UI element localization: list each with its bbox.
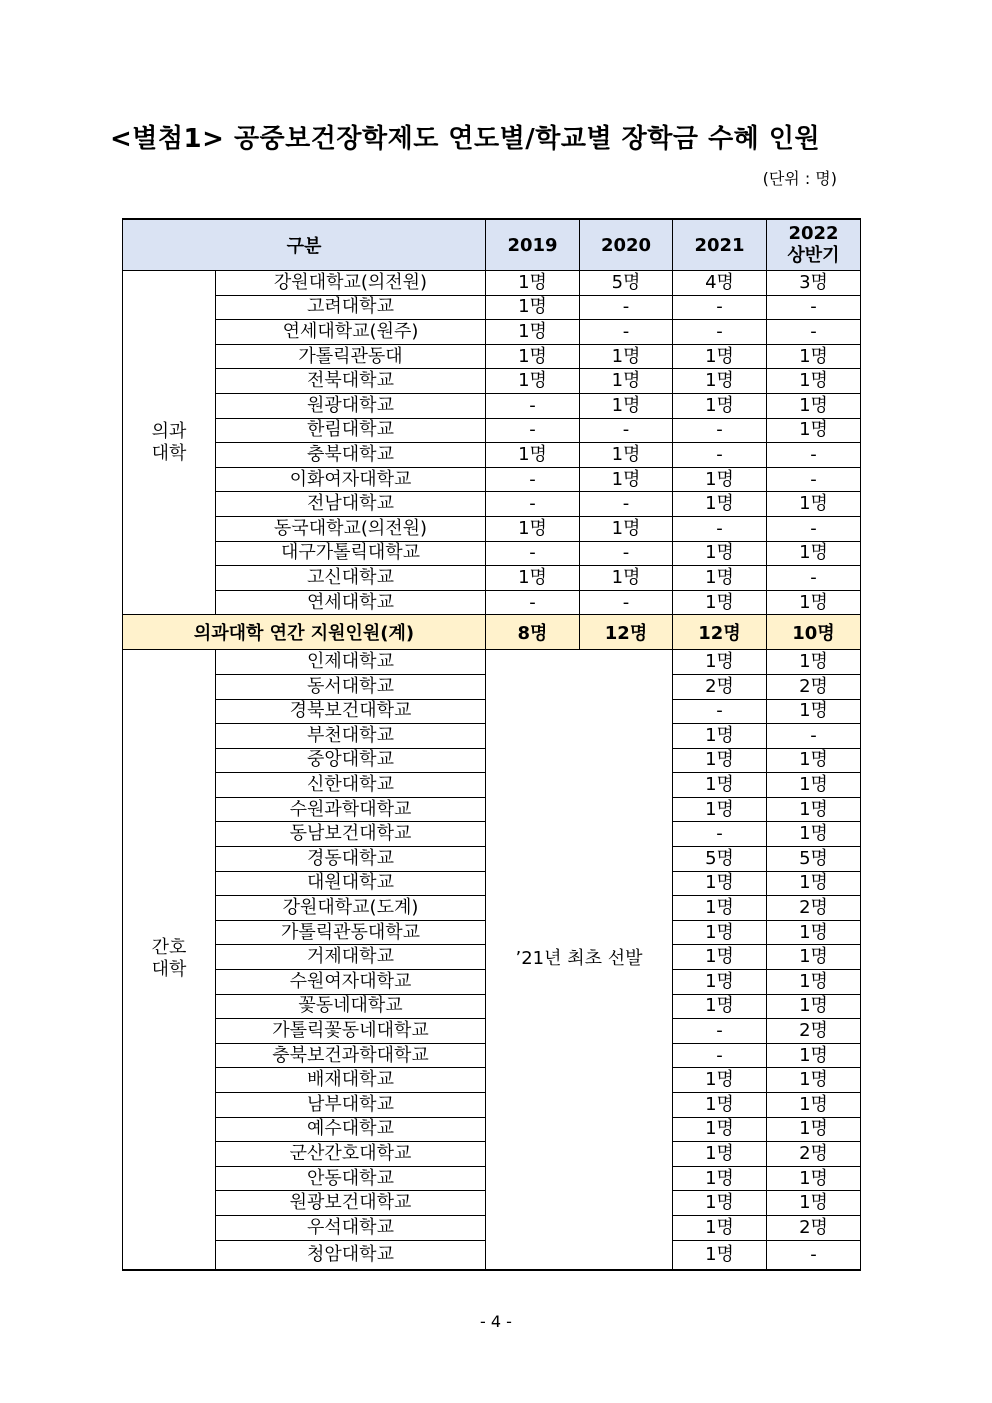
- value-y2022: 1명: [767, 797, 861, 822]
- school-name: 전남대학교: [216, 492, 486, 517]
- total-y2020: 12명: [580, 615, 673, 650]
- school-name: 수원여자대학교: [216, 970, 486, 995]
- value-y2021: -: [673, 1019, 767, 1044]
- value-y2020: 1명: [580, 393, 673, 418]
- value-y2022: 1명: [767, 418, 861, 443]
- value-y2021: 5명: [673, 847, 767, 872]
- value-y2019: 1명: [486, 344, 580, 369]
- school-name: 한림대학교: [216, 418, 486, 443]
- school-name: 동국대학교(의전원): [216, 516, 486, 541]
- value-y2022: 1명: [767, 1117, 861, 1142]
- value-y2022: 2명: [767, 896, 861, 921]
- value-y2022: 1명: [767, 492, 861, 517]
- value-y2019: 1명: [486, 369, 580, 394]
- value-y2022: 2명: [767, 674, 861, 699]
- school-name: 전북대학교: [216, 369, 486, 394]
- value-y2022: 1명: [767, 1166, 861, 1191]
- value-y2020: -: [580, 541, 673, 566]
- value-y2019: -: [486, 590, 580, 615]
- value-y2019: 1명: [486, 295, 580, 320]
- value-y2020: -: [580, 590, 673, 615]
- value-y2021: 1명: [673, 492, 767, 517]
- table-row: [123, 320, 861, 345]
- school-name: 가톨릭꽃동네대학교: [216, 1019, 486, 1044]
- page-title: <별첨1> 공중보건장학제도 연도별/학교별 장학금 수혜 인원: [110, 124, 821, 154]
- table-row: [123, 393, 861, 418]
- school-name: 이화여자대학교: [216, 467, 486, 492]
- value-y2021: 1명: [673, 590, 767, 615]
- value-y2021: 1명: [673, 1240, 767, 1270]
- value-y2021: 1명: [673, 1166, 767, 1191]
- table-body: [123, 219, 861, 1270]
- value-y2021: -: [673, 418, 767, 443]
- total-y2019: 8명: [486, 615, 580, 650]
- school-name: 고려대학교: [216, 295, 486, 320]
- school-name: 남부대학교: [216, 1093, 486, 1118]
- value-y2022: 1명: [767, 920, 861, 945]
- value-y2019: -: [486, 418, 580, 443]
- value-y2019: -: [486, 467, 580, 492]
- value-y2020: -: [580, 418, 673, 443]
- school-name: 인제대학교: [216, 650, 486, 675]
- value-y2022: 1명: [767, 699, 861, 724]
- value-y2021: 1명: [673, 1142, 767, 1167]
- value-y2022: 1명: [767, 369, 861, 394]
- value-y2022: -: [767, 566, 861, 591]
- school-name: 연세대학교: [216, 590, 486, 615]
- school-name: 동남보건대학교: [216, 822, 486, 847]
- school-name: 우석대학교: [216, 1215, 486, 1240]
- school-name: 연세대학교(원주): [216, 320, 486, 345]
- value-y2021: 1명: [673, 945, 767, 970]
- value-y2022: 2명: [767, 1215, 861, 1240]
- value-y2022: -: [767, 1240, 861, 1270]
- value-y2021: -: [673, 320, 767, 345]
- value-y2022: 1명: [767, 541, 861, 566]
- school-name: 청암대학교: [216, 1240, 486, 1270]
- header-2019: 2019: [486, 219, 580, 271]
- school-name: 꽃동네대학교: [216, 994, 486, 1019]
- table-row: [123, 541, 861, 566]
- school-name: 충북보건과학대학교: [216, 1043, 486, 1068]
- value-y2020: 1명: [580, 344, 673, 369]
- school-name: 군산간호대학교: [216, 1142, 486, 1167]
- value-y2019: 1명: [486, 271, 580, 296]
- value-y2020: 1명: [580, 369, 673, 394]
- value-y2020: 1명: [580, 516, 673, 541]
- school-name: 부천대학교: [216, 724, 486, 749]
- value-y2022: 1명: [767, 1068, 861, 1093]
- value-y2022: 3명: [767, 271, 861, 296]
- school-name: 안동대학교: [216, 1166, 486, 1191]
- value-y2021: 1명: [673, 970, 767, 995]
- value-y2020: -: [580, 320, 673, 345]
- value-y2022: -: [767, 516, 861, 541]
- school-name: 대원대학교: [216, 871, 486, 896]
- value-y2022: 1명: [767, 590, 861, 615]
- value-y2022: -: [767, 295, 861, 320]
- school-name: 원광대학교: [216, 393, 486, 418]
- value-y2022: -: [767, 724, 861, 749]
- value-y2020: -: [580, 492, 673, 517]
- value-y2021: 1명: [673, 748, 767, 773]
- value-y2022: 1명: [767, 650, 861, 675]
- value-y2019: -: [486, 492, 580, 517]
- school-name: 예수대학교: [216, 1117, 486, 1142]
- value-y2022: 1명: [767, 871, 861, 896]
- header-category: 구분: [123, 219, 486, 271]
- value-y2021: 1명: [673, 369, 767, 394]
- value-y2021: 1명: [673, 1191, 767, 1216]
- value-y2022: 1명: [767, 1093, 861, 1118]
- value-y2020: 1명: [580, 566, 673, 591]
- value-y2021: 1명: [673, 994, 767, 1019]
- table-row: [123, 516, 861, 541]
- table-row: [123, 492, 861, 517]
- school-name: 경북보건대학교: [216, 699, 486, 724]
- header-2022-text: 2022 상반기: [787, 223, 840, 266]
- table-row: [123, 295, 861, 320]
- value-y2021: 1명: [673, 566, 767, 591]
- value-y2021: 1명: [673, 1093, 767, 1118]
- table-row: [123, 566, 861, 591]
- school-name: 고신대학교: [216, 566, 486, 591]
- value-y2021: 1명: [673, 393, 767, 418]
- table-row: [123, 271, 861, 296]
- value-y2022: 1명: [767, 393, 861, 418]
- value-y2021: -: [673, 699, 767, 724]
- value-y2021: -: [673, 1043, 767, 1068]
- value-y2019: 1명: [486, 516, 580, 541]
- value-y2021: 1명: [673, 1117, 767, 1142]
- value-y2022: 1명: [767, 822, 861, 847]
- total-y2022: 10명: [767, 615, 861, 650]
- value-y2021: 1명: [673, 650, 767, 675]
- school-name: 가톨릭관동대: [216, 344, 486, 369]
- value-y2021: 4명: [673, 271, 767, 296]
- value-y2022: 1명: [767, 970, 861, 995]
- school-name: 신한대학교: [216, 773, 486, 798]
- table-row: [123, 344, 861, 369]
- value-y2020: 1명: [580, 443, 673, 468]
- category-nursing: 간호 대학: [123, 650, 216, 1270]
- school-name: 경동대학교: [216, 847, 486, 872]
- value-y2022: -: [767, 443, 861, 468]
- value-y2021: 1명: [673, 871, 767, 896]
- table-row: [123, 443, 861, 468]
- school-name: 동서대학교: [216, 674, 486, 699]
- total-y2021: 12명: [673, 615, 767, 650]
- table-row: [123, 418, 861, 443]
- value-y2021: 1명: [673, 344, 767, 369]
- value-y2022: -: [767, 467, 861, 492]
- table-row: [123, 590, 861, 615]
- table-header-row: [123, 219, 861, 271]
- total-row: [123, 615, 861, 650]
- value-y2021: -: [673, 295, 767, 320]
- table-row: [123, 650, 861, 675]
- value-y2022: 1명: [767, 344, 861, 369]
- value-y2022: 5명: [767, 847, 861, 872]
- value-y2021: 2명: [673, 674, 767, 699]
- school-name: 거제대학교: [216, 945, 486, 970]
- school-name: 가톨릭관동대학교: [216, 920, 486, 945]
- value-y2022: 1명: [767, 1191, 861, 1216]
- value-y2021: 1명: [673, 920, 767, 945]
- value-y2022: 1명: [767, 994, 861, 1019]
- school-name: 배재대학교: [216, 1068, 486, 1093]
- school-name: 중앙대학교: [216, 748, 486, 773]
- school-name: 강원대학교(의전원): [216, 271, 486, 296]
- value-y2019: -: [486, 541, 580, 566]
- value-y2021: -: [673, 516, 767, 541]
- category-medical: 의과 대학: [123, 271, 216, 615]
- page-number: - 4 -: [480, 1312, 512, 1331]
- value-y2022: 1명: [767, 945, 861, 970]
- value-y2020: 5명: [580, 271, 673, 296]
- unit-label: (단위 : 명): [762, 169, 837, 188]
- value-y2022: -: [767, 320, 861, 345]
- school-name: 대구가톨릭대학교: [216, 541, 486, 566]
- value-y2022: 2명: [767, 1142, 861, 1167]
- value-y2022: 1명: [767, 773, 861, 798]
- value-y2020: -: [580, 295, 673, 320]
- value-y2021: -: [673, 443, 767, 468]
- table-row: [123, 467, 861, 492]
- header-2022: [767, 219, 861, 271]
- value-y2019: 1명: [486, 566, 580, 591]
- value-y2021: 1명: [673, 1215, 767, 1240]
- value-y2019: -: [486, 393, 580, 418]
- value-y2019: 1명: [486, 443, 580, 468]
- value-y2021: 1명: [673, 1068, 767, 1093]
- school-name: 원광보건대학교: [216, 1191, 486, 1216]
- value-y2020: 1명: [580, 467, 673, 492]
- value-y2021: 1명: [673, 896, 767, 921]
- header-2021: 2021: [673, 219, 767, 271]
- value-y2019: 1명: [486, 320, 580, 345]
- total-label: 의과대학 연간 지원인원(계): [123, 615, 486, 650]
- table-row: [123, 369, 861, 394]
- value-y2021: 1명: [673, 797, 767, 822]
- value-y2022: 2명: [767, 1019, 861, 1044]
- value-y2021: 1명: [673, 724, 767, 749]
- value-y2021: -: [673, 822, 767, 847]
- value-y2022: 1명: [767, 1043, 861, 1068]
- value-y2022: 1명: [767, 748, 861, 773]
- header-2020: 2020: [580, 219, 673, 271]
- school-name: 충북대학교: [216, 443, 486, 468]
- scholarship-table: [122, 218, 861, 1271]
- value-y2021: 1명: [673, 467, 767, 492]
- school-name: 수원과학대학교: [216, 797, 486, 822]
- school-name: 강원대학교(도계): [216, 896, 486, 921]
- value-y2021: 1명: [673, 773, 767, 798]
- first-selection-note: ’21년 최초 선발: [486, 650, 673, 1270]
- value-y2021: 1명: [673, 541, 767, 566]
